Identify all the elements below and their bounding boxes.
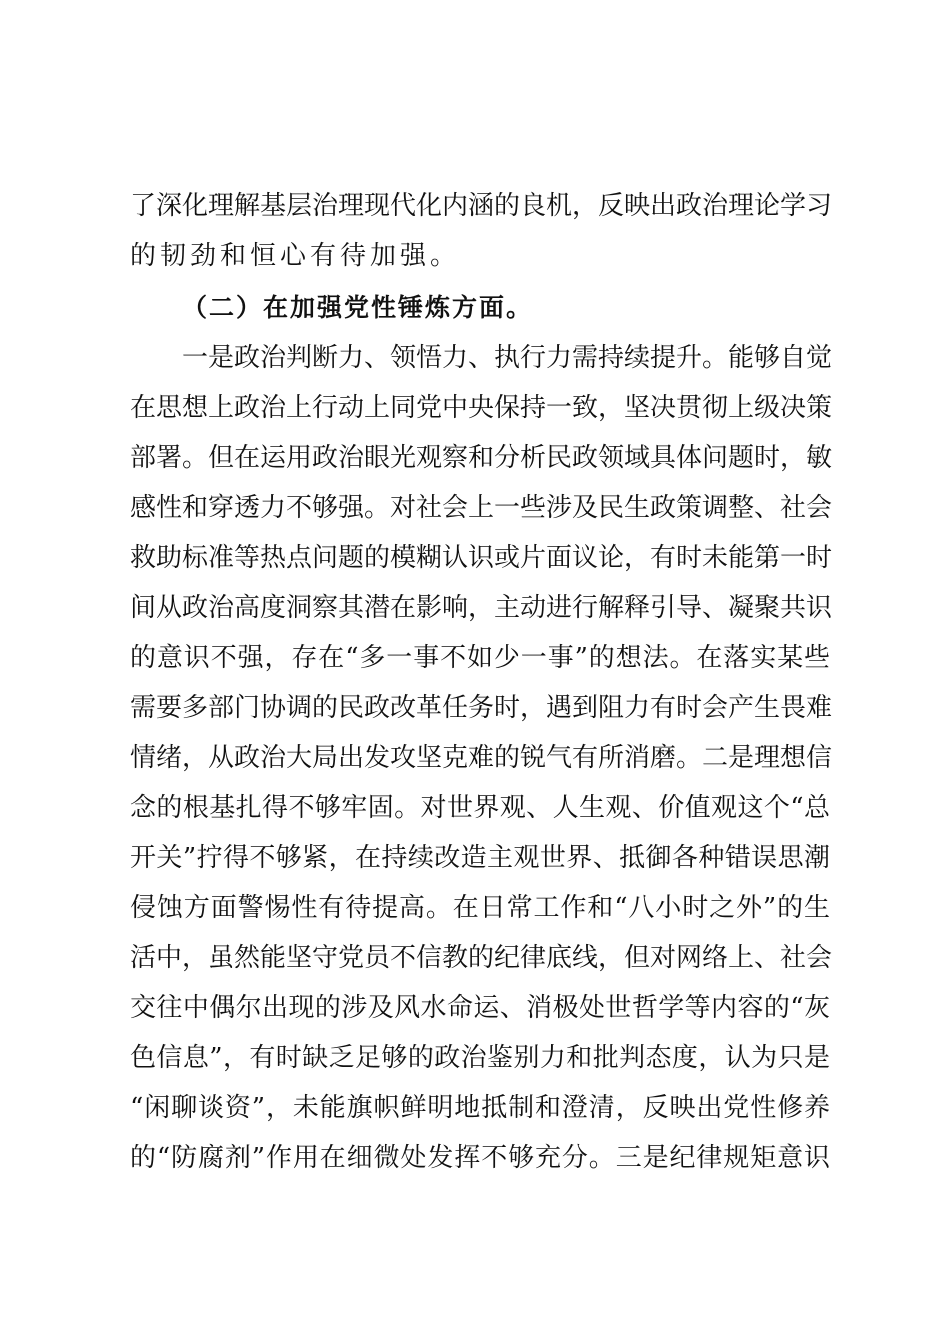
paragraph-line: 间从政治高度洞察其潜在影响，主动进行解释引导、凝聚共识	[130, 593, 833, 623]
paragraph-line: 部署。但在运用政治眼光观察和分析民政领域具体问题时，敏	[130, 443, 833, 473]
paragraph-line: 在思想上政治上行动上同党中央保持一致，坚决贯彻上级决策	[130, 393, 833, 423]
paragraph-line: 救助标准等热点问题的模糊认识或片面议论，有时未能第一时	[130, 543, 833, 573]
paragraph-line: 的意识不强，存在“多一事不如少一事”的想法。在落实某些	[130, 643, 830, 673]
paragraph-line: “闲聊谈资”，未能旗帜鲜明地抵制和澄清，反映出党性修养	[130, 1093, 830, 1123]
paragraph-line: 一是政治判断力、领悟力、执行力需持续提升。能够自觉	[182, 343, 833, 373]
paragraph-line: 了深化理解基层治理现代化内涵的良机，反映出政治理论学习	[130, 191, 833, 221]
paragraph-line: 情绪，从政治大局出发攻坚克难的锐气有所消磨。二是理想信	[130, 743, 833, 773]
paragraph-line: 需要多部门协调的民政改革任务时，遇到阻力有时会产生畏难	[130, 693, 833, 723]
section-heading: （二）在加强党性锤炼方面。	[182, 293, 534, 322]
paragraph-line: 的“防腐剂”作用在细微处发挥不够充分。三是纪律规矩意识	[130, 1143, 830, 1173]
paragraph-line: 活中，虽然能坚守党员不信教的纪律底线，但对网络上、社会	[130, 943, 833, 973]
paragraph-line: 色信息”，有时缺乏足够的政治鉴别力和批判态度，认为只是	[130, 1043, 830, 1073]
paragraph-line: 开关”拧得不够紧，在持续改造主观世界、抵御各种错误思潮	[130, 843, 830, 873]
paragraph-line: 念的根基扎得不够牢固。对世界观、人生观、价值观这个“总	[130, 793, 830, 823]
paragraph-line: 交往中偶尔出现的涉及风水命运、消极处世哲学等内容的“灰	[130, 993, 830, 1023]
paragraph-line: 侵蚀方面警惕性有待提高。在日常工作和“八小时之外”的生	[130, 893, 830, 923]
paragraph-line: 的韧劲和恒心有待加强。	[130, 241, 461, 271]
paragraph-line: 感性和穿透力不够强。对社会上一些涉及民生政策调整、社会	[130, 493, 833, 523]
